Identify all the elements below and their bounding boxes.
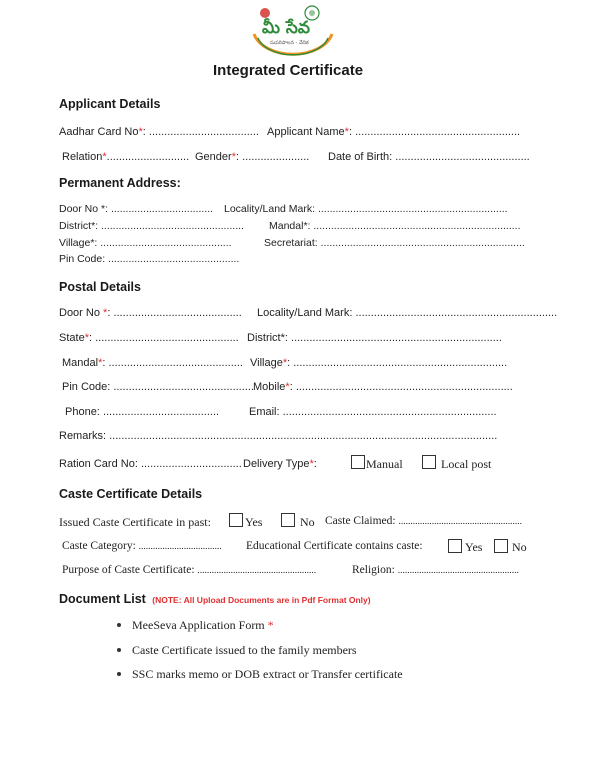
postal-phone-dots: ...................................... [102,406,220,418]
postal-email-field[interactable] [249,406,497,418]
perm-door-label: Door No *: [59,203,109,215]
aadhar-field[interactable]: Aadhar Card No*: .................................... [59,126,259,138]
relation-field[interactable] [62,151,189,163]
perm-pin-dots: ............................................. [108,253,240,265]
postal-door-dots: .......................................... [113,307,242,319]
purpose-dots: .................................................. [197,566,317,576]
permanent-heading: Permanent Address: [59,176,181,190]
perm-door-dots: ................................... [110,203,214,215]
postal-heading: Postal Details [59,280,141,294]
postal-mobile-dots: ....................................................................... [295,381,513,393]
postal-locality-dots: .................................................................. [355,307,558,319]
postal-state-dots: ............................................... [95,332,239,344]
gender-label: Gender [195,151,232,163]
perm-door-field[interactable] [59,203,213,215]
delivery-type-label-wrap: Delivery Type*: [243,458,317,470]
postal-district-label: District*: [247,332,288,344]
religion-label: Religion: [352,564,395,576]
purpose-field[interactable] [62,564,316,576]
postal-state-label: State [59,332,85,344]
postal-pin-dots: .............................................. [113,381,254,393]
postal-mobile-field[interactable]: Mobile*: ....................................................................... [253,381,513,393]
perm-locality-field[interactable] [224,203,508,215]
ration-card-field[interactable] [59,458,242,470]
gender-field[interactable]: Gender*: ...................... [195,151,310,163]
document-item-label: MeeSeva Application Form [132,618,265,632]
edu-yes-checkbox[interactable] [448,539,462,553]
bullet-icon [117,648,121,652]
required-mark: * [285,381,290,393]
perm-pin-field[interactable] [59,253,239,265]
ration-card-label: Ration Card No: [59,458,138,470]
document-item: Caste Certificate issued to the family members [132,643,357,657]
ration-card-dots: ................................. [140,458,242,470]
local-post-label: Local post [441,457,492,471]
manual-checkbox[interactable] [351,455,365,469]
required-mark: * [267,618,274,632]
bullet-icon [117,623,121,627]
required-mark: * [309,458,314,470]
postal-mandal-field[interactable]: Mandal*: ............................................ [62,357,243,369]
caste-claimed-label: Caste Claimed: [325,515,396,527]
required-mark: * [84,332,89,344]
postal-pin-label: Pin Code: [62,381,111,393]
perm-mandal-dots: ....................................................................... [313,220,521,232]
postal-email-dots: ...................................................................... [282,406,497,418]
postal-phone-field[interactable] [65,406,219,418]
postal-village-label: Village [250,357,283,369]
perm-mandal-field[interactable] [269,220,521,232]
gender-dots: ...................... [242,151,310,163]
perm-secretariat-dots: ...................................................................... [320,237,525,249]
dob-field[interactable] [328,151,530,163]
perm-secretariat-label: Secretariat: [264,237,318,249]
postal-village-dots: ...................................................................... [293,357,508,369]
postal-pin-field[interactable] [62,381,254,393]
document-item: SSC marks memo or DOB extract or Transfer certificate [132,667,403,681]
required-mark: * [103,307,108,319]
aadhar-label: Aadhar Card No [59,126,139,138]
delivery-type-label: Delivery Type [243,458,310,470]
postal-state-field[interactable]: State*: ............................................... [59,332,239,344]
dob-label: Date of Birth: [328,151,393,163]
perm-district-dots: ................................................. [101,220,244,232]
issued-no-checkbox[interactable] [281,513,295,527]
postal-remarks-dots: ............................................................................................................................... [109,430,498,442]
perm-village-label: Village*: [59,237,98,249]
postal-email-label: Email: [249,406,280,418]
document-list-heading: Document List [59,592,146,606]
purpose-label: Purpose of Caste Certificate: [62,564,195,576]
aadhar-dots: .................................... [148,126,259,138]
meeseva-logo [248,4,338,56]
page-title: Integrated Certificate [213,62,364,79]
applicant-name-label: Applicant Name [267,126,345,138]
required-mark: * [98,357,103,369]
perm-village-dots: ............................................. [100,237,232,249]
edu-no-checkbox[interactable] [494,539,508,553]
dob-dots: ............................................ [395,151,530,163]
document-note: (NOTE: All Upload Documents are in Pdf Format Only) [152,595,371,605]
religion-field[interactable] [352,564,519,576]
postal-mandal-dots: ............................................ [108,357,243,369]
perm-village-field[interactable] [59,237,232,249]
caste-category-field[interactable] [62,540,222,552]
logo-tagline: సుపరిపాలన - వేదిక [270,40,309,46]
postal-mobile-label: Mobile [253,381,286,393]
applicant-name-dots: ...................................................... [355,126,521,138]
edu-no-label: No [512,540,527,554]
required-mark: * [102,151,107,163]
postal-locality-label: Locality/Land Mark: [257,307,353,319]
postal-remarks-label: Remarks: [59,430,107,442]
relation-dots: ........................... [106,151,190,163]
manual-label: Manual [366,457,403,471]
issued-no-label: No [300,515,315,529]
caste-claimed-dots: .................................................... [398,517,522,527]
issued-yes-label: Yes [245,515,263,529]
edu-yes-label: Yes [465,540,483,554]
caste-claimed-field[interactable] [325,515,522,527]
religion-dots: ................................................... [397,566,519,576]
required-mark: * [138,126,143,138]
perm-district-field[interactable] [59,220,244,232]
postal-door-label: Door No [59,307,100,319]
required-mark: * [231,151,236,163]
bullet-icon [117,672,121,676]
required-mark: * [344,126,349,138]
postal-district-dots: ..................................................................... [291,332,502,344]
issued-yes-checkbox[interactable] [229,513,243,527]
postal-door-field[interactable]: Door No *: .......................................... [59,307,242,319]
relation-label: Relation [62,151,103,163]
perm-pin-label: Pin Code: [59,253,106,265]
caste-category-dots: ................................... [138,542,222,552]
caste-heading: Caste Certificate Details [59,487,203,501]
postal-locality-field[interactable] [257,307,557,319]
document-item [132,618,274,633]
caste-category-label: Caste Category: [62,540,136,552]
postal-phone-label: Phone: [65,406,100,418]
perm-locality-dots: ................................................................. [317,203,508,215]
applicant-name-field[interactable]: Applicant Name*: ...................................................... [267,126,521,138]
edu-caste-label: Educational Certificate contains caste: [246,540,423,552]
document-list-header [59,590,371,608]
local-post-checkbox[interactable] [422,455,436,469]
applicant-heading: Applicant Details [59,97,161,111]
perm-mandal-label: Mandal*: [269,220,311,232]
perm-district-label: District*: [59,220,99,232]
issued-caste-label: Issued Caste Certificate in past: [59,515,211,529]
postal-district-field[interactable] [247,332,502,344]
postal-village-field[interactable]: Village*: ...................................................................... [250,357,508,369]
required-mark: * [282,357,288,369]
perm-secretariat-field[interactable] [264,237,525,249]
postal-remarks-field[interactable] [59,430,497,442]
postal-mandal-label: Mandal [62,357,99,369]
perm-locality-label: Locality/Land Mark: [224,203,316,215]
logo-text: మీ సేవ [262,18,310,38]
